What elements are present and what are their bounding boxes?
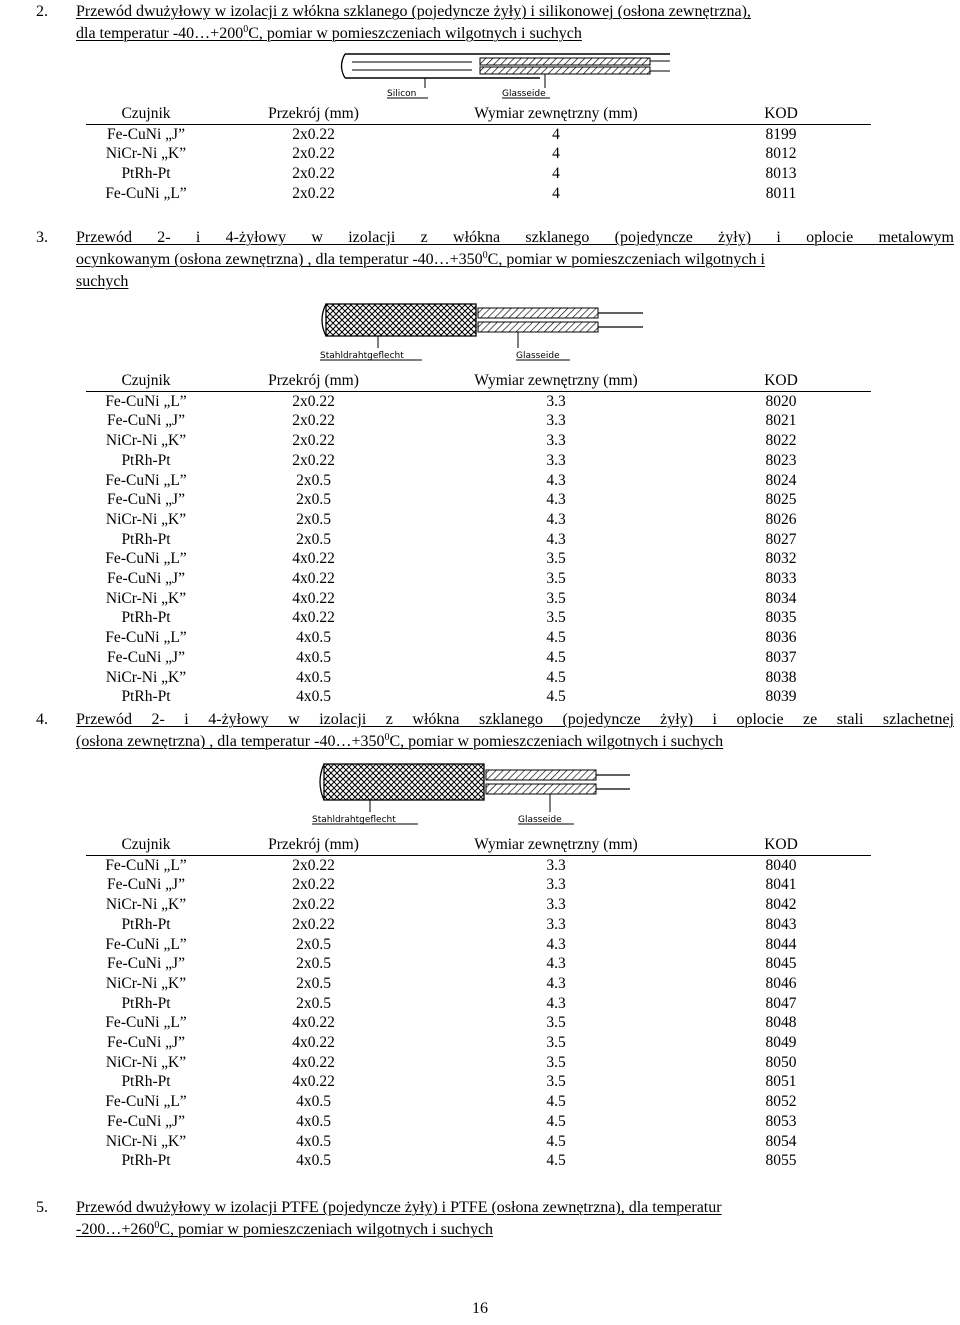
table-cell: 8039	[765, 688, 797, 706]
table-cell: 2x0.5	[296, 471, 331, 489]
table-row	[86, 1151, 871, 1171]
table-cell: 3.3	[546, 451, 566, 469]
table-cell: Fe-CuNi „L”	[105, 629, 187, 647]
table-cell: 4x0.22	[292, 550, 335, 568]
cable-diagram-silicon	[340, 48, 670, 100]
table-row	[86, 549, 871, 569]
table-cell: 4.3	[546, 471, 566, 489]
heading-line-3: suchych	[76, 273, 129, 290]
table-row	[86, 1072, 871, 1092]
table-row	[86, 954, 871, 974]
table-cell: Fe-CuNi „L”	[105, 392, 187, 410]
table-cell: 2x0.5	[296, 935, 331, 953]
table-row	[86, 589, 871, 609]
table-cell: 8040	[765, 856, 797, 874]
table-cell: 2x0.22	[292, 896, 335, 914]
table-row	[86, 124, 871, 144]
column-header: Wymiar zewnętrzny (mm)	[421, 371, 691, 391]
table-cell: 2x0.22	[292, 184, 335, 202]
table-cell: 4x0.22	[292, 570, 335, 588]
table-cell: 4.5	[546, 1093, 566, 1111]
table-cell: Fe-CuNi „L”	[105, 1014, 187, 1032]
table-cell: 4x0.22	[292, 1034, 335, 1052]
table-cell: 3.5	[546, 1014, 566, 1032]
table-cell: PtRh-Pt	[121, 165, 171, 183]
column-header: Czujnik	[86, 371, 206, 391]
table-cell: NiCr-Ni „K”	[105, 589, 187, 607]
table-cell: 2x0.22	[292, 432, 335, 450]
column-header: Przekrój (mm)	[206, 104, 421, 124]
table-row	[86, 1013, 871, 1033]
table-row	[86, 668, 871, 688]
table-cell: 2x0.5	[296, 491, 331, 509]
table-header-row	[86, 104, 871, 124]
table-cell: Fe-CuNi „J”	[107, 412, 185, 430]
table-cell: 8020	[765, 392, 797, 410]
table-cell: 4.3	[546, 491, 566, 509]
cable-diagram-galvanized	[318, 296, 648, 362]
table-header-row	[86, 835, 871, 855]
table-cell: 3.5	[546, 609, 566, 627]
table-row	[86, 915, 871, 935]
table-cell: 3.3	[546, 915, 566, 933]
table-cell: 2x0.22	[292, 451, 335, 469]
heading-line-1: Przewód 2- i 4-żyłowy w izolacji z włókna szklanego (pojedyncze żyły) i oplocie metalowym	[76, 229, 954, 246]
section-number: 4.	[36, 711, 48, 728]
table-cell: 4.5	[546, 1132, 566, 1150]
table-row	[86, 935, 871, 955]
table-cell: 8013	[765, 165, 797, 183]
column-header: KOD	[691, 371, 871, 391]
table-cell: 4.5	[546, 629, 566, 647]
table-cell: 4.3	[546, 935, 566, 953]
table-cell: Fe-CuNi „J”	[107, 491, 185, 509]
heading-line-1: Przewód dwużyłowy w izolacji PTFE (pojedyncze żyły) i PTFE (osłona zewnętrzna), dla temperatur	[76, 1199, 722, 1216]
fig-label-glasseide: Glasseide	[502, 89, 546, 99]
fig-label-glasseide: Glasseide	[518, 815, 562, 825]
table-cell: 3.3	[546, 856, 566, 874]
table-cell: Fe-CuNi „J”	[107, 648, 185, 666]
table-cell: PtRh-Pt	[121, 915, 171, 933]
table-cell: PtRh-Pt	[121, 688, 171, 706]
table-cell: NiCr-Ni „K”	[105, 896, 187, 914]
table-cell: PtRh-Pt	[121, 451, 171, 469]
table-cell: 8044	[765, 935, 797, 953]
table-cell: 3.5	[546, 550, 566, 568]
table-row	[86, 1132, 871, 1152]
table-row	[86, 471, 871, 491]
table-cell: 8037	[765, 648, 797, 666]
heading-line-2: (osłona zewnętrzna) , dla temperatur $-40\dots+350^0C$, pomiar w pomieszczeniach wilgotnych i suchych	[76, 732, 724, 750]
table-cell: Fe-CuNi „L”	[105, 184, 187, 202]
table-cell: 3.5	[546, 589, 566, 607]
table-cell: NiCr-Ni „K”	[105, 974, 187, 992]
table-row	[86, 164, 871, 184]
table-cell: 8026	[765, 510, 797, 528]
table-cell: 8034	[765, 589, 797, 607]
table-cell: 3.3	[546, 392, 566, 410]
table-cell: Fe-CuNi „J”	[107, 1112, 185, 1130]
fig-label-stahldrahtgeflecht: Stahldrahtgeflecht	[320, 351, 404, 361]
table-cell: Fe-CuNi „J”	[107, 1034, 185, 1052]
table-cell: 2x0.22	[292, 165, 335, 183]
table-cell: Fe-CuNi „L”	[105, 471, 187, 489]
column-header: KOD	[691, 835, 871, 855]
table-cell: 8049	[765, 1034, 797, 1052]
table-cell: Fe-CuNi „L”	[105, 935, 187, 953]
table-row	[86, 687, 871, 707]
column-header: Czujnik	[86, 835, 206, 855]
table-cell: 8033	[765, 570, 797, 588]
table-cell: 8053	[765, 1112, 797, 1130]
table-cell: 4x0.5	[296, 629, 331, 647]
fig-label-stahldrahtgeflecht: Stahldrahtgeflecht	[312, 815, 396, 825]
table-cell: 8050	[765, 1053, 797, 1071]
table-cell: 4x0.5	[296, 688, 331, 706]
table-cell: 2x0.22	[292, 915, 335, 933]
column-header: Przekrój (mm)	[206, 835, 421, 855]
table-cell: 8043	[765, 915, 797, 933]
table-cell: 4x0.22	[292, 1073, 335, 1091]
section-number: 2.	[36, 3, 48, 20]
table-cell: 2x0.22	[292, 412, 335, 430]
table-row	[86, 510, 871, 530]
table-cell: 4.5	[546, 1112, 566, 1130]
column-header: Czujnik	[86, 104, 206, 124]
table-cell: Fe-CuNi „J”	[107, 955, 185, 973]
table-cell: 4x0.5	[296, 648, 331, 666]
table-cell: 2x0.22	[292, 392, 335, 410]
table-cell: PtRh-Pt	[121, 1152, 171, 1170]
table-cell: 3.3	[546, 412, 566, 430]
table-row	[86, 648, 871, 668]
table-cell: 8052	[765, 1093, 797, 1111]
table-cell: 4x0.22	[292, 1053, 335, 1071]
table-cell: 4x0.5	[296, 1152, 331, 1170]
table-cell: 3.5	[546, 1034, 566, 1052]
table-section-3	[86, 371, 871, 707]
table-cell: 4	[552, 165, 560, 183]
table-cell: 8051	[765, 1073, 797, 1091]
table-cell: 4	[552, 125, 560, 143]
table-cell: 8041	[765, 876, 797, 894]
column-header: KOD	[691, 104, 871, 124]
table-row	[86, 1112, 871, 1132]
table-cell: 2x0.22	[292, 856, 335, 874]
table-cell: 4.5	[546, 648, 566, 666]
table-row	[86, 490, 871, 510]
table-row	[86, 184, 871, 204]
table-cell: 4x0.22	[292, 609, 335, 627]
table-cell: 4	[552, 184, 560, 202]
table-cell: Fe-CuNi „L”	[105, 550, 187, 568]
table-cell: 3.3	[546, 876, 566, 894]
table-cell: 4x0.5	[296, 1132, 331, 1150]
table-row	[86, 411, 871, 431]
table-cell: PtRh-Pt	[121, 530, 171, 548]
section-number: 5.	[36, 1199, 48, 1216]
table-row	[86, 1033, 871, 1053]
heading-line-2: dla temperatur $-40\dots+200^0C$, pomiar w pomieszczeniach wilgotnych i suchych	[76, 24, 582, 42]
table-cell: 4.3	[546, 994, 566, 1012]
fig-label-glasseide: Glasseide	[516, 351, 560, 361]
table-cell: 3.5	[546, 570, 566, 588]
page-number: 16	[472, 1300, 488, 1317]
table-cell: 2x0.5	[296, 510, 331, 528]
table-cell: 3.3	[546, 896, 566, 914]
table-cell: PtRh-Pt	[121, 994, 171, 1012]
table-cell: 4x0.22	[292, 589, 335, 607]
table-row	[86, 431, 871, 451]
table-cell: 3.3	[546, 432, 566, 450]
column-header: Wymiar zewnętrzny (mm)	[421, 104, 691, 124]
table-row	[86, 1092, 871, 1112]
table-cell: NiCr-Ni „K”	[105, 1053, 187, 1071]
table-cell: Fe-CuNi „L”	[105, 1093, 187, 1111]
column-header: Przekrój (mm)	[206, 371, 421, 391]
table-cell: 4.5	[546, 688, 566, 706]
table-cell: 4.3	[546, 530, 566, 548]
table-row	[86, 530, 871, 550]
table-cell: 8011	[765, 184, 797, 202]
table-cell: 2x0.5	[296, 530, 331, 548]
table-cell: 8042	[765, 896, 797, 914]
table-cell: Fe-CuNi „J”	[107, 125, 185, 143]
table-header-row	[86, 371, 871, 391]
heading-line-1: Przewód dwużyłowy w izolacji z włókna szklanego (pojedyncze żyły) i silikonowej (osłona zewnętrzna),	[76, 3, 751, 20]
table-row	[86, 855, 871, 875]
table-cell: NiCr-Ni „K”	[105, 145, 187, 163]
table-row	[86, 895, 871, 915]
heading-line-2: $-200\dots+260^0C$, pomiar w pomieszczeniach wilgotnych i suchych	[76, 1220, 494, 1238]
table-row	[86, 608, 871, 628]
table-cell: 4.3	[546, 974, 566, 992]
table-cell: 8024	[765, 471, 797, 489]
table-cell: 8025	[765, 491, 797, 509]
table-cell: 4x0.22	[292, 1014, 335, 1032]
table-cell: NiCr-Ni „K”	[105, 1132, 187, 1150]
table-cell: 8045	[765, 955, 797, 973]
table-cell: 2x0.22	[292, 876, 335, 894]
table-section-2	[86, 104, 871, 204]
table-cell: 2x0.5	[296, 955, 331, 973]
table-cell: NiCr-Ni „K”	[105, 668, 187, 686]
table-cell: 8035	[765, 609, 797, 627]
table-cell: 8027	[765, 530, 797, 548]
heading-line-1: Przewód 2- i 4-żyłowy w izolacji z włókna szklanego (pojedyncze żyły) i oplocie ze stali szlachetnej	[76, 711, 954, 728]
heading-line-2: ocynkowanym (osłona zewnętrzna) , dla temperatur $-40\dots+350^0C$, pomiar w pomieszczeniach wilgotnych i	[76, 250, 765, 268]
table-cell: 8046	[765, 974, 797, 992]
table-row	[86, 628, 871, 648]
table-cell: 4.5	[546, 1152, 566, 1170]
table-cell: 8047	[765, 994, 797, 1012]
table-row	[86, 974, 871, 994]
table-cell: 4	[552, 145, 560, 163]
column-header: Wymiar zewnętrzny (mm)	[421, 835, 691, 855]
table-cell: 8022	[765, 432, 797, 450]
table-cell: NiCr-Ni „K”	[105, 432, 187, 450]
table-cell: 8199	[765, 125, 797, 143]
table-cell: 2x0.22	[292, 145, 335, 163]
table-cell: 8054	[765, 1132, 797, 1150]
table-cell: 8021	[765, 412, 797, 430]
table-cell: 8023	[765, 451, 797, 469]
table-cell: 4.3	[546, 955, 566, 973]
table-cell: 2x0.5	[296, 974, 331, 992]
table-row	[86, 875, 871, 895]
section-number: 3.	[36, 229, 48, 246]
table-cell: 4.5	[546, 668, 566, 686]
cable-diagram-stainless	[310, 758, 640, 826]
table-cell: 4.3	[546, 510, 566, 528]
table-row	[86, 994, 871, 1014]
table-cell: 8038	[765, 668, 797, 686]
table-cell: 8032	[765, 550, 797, 568]
table-row	[86, 144, 871, 164]
table-cell: 8048	[765, 1014, 797, 1032]
table-cell: 4x0.5	[296, 1112, 331, 1130]
table-row	[86, 569, 871, 589]
fig-label-silicon: Silicon	[387, 89, 417, 99]
table-cell: PtRh-Pt	[121, 1073, 171, 1091]
table-cell: 2x0.22	[292, 125, 335, 143]
table-row	[86, 391, 871, 411]
table-cell: 8055	[765, 1152, 797, 1170]
table-cell: Fe-CuNi „J”	[107, 876, 185, 894]
table-cell: PtRh-Pt	[121, 609, 171, 627]
table-cell: Fe-CuNi „J”	[107, 570, 185, 588]
table-section-4	[86, 835, 871, 1171]
table-row	[86, 1053, 871, 1073]
table-row	[86, 451, 871, 471]
table-cell: 8012	[765, 145, 797, 163]
table-cell: 2x0.5	[296, 994, 331, 1012]
table-cell: 3.5	[546, 1073, 566, 1091]
table-cell: 4x0.5	[296, 668, 331, 686]
table-cell: 3.5	[546, 1053, 566, 1071]
table-cell: Fe-CuNi „L”	[105, 856, 187, 874]
table-cell: 8036	[765, 629, 797, 647]
table-cell: NiCr-Ni „K”	[105, 510, 187, 528]
table-cell: 4x0.5	[296, 1093, 331, 1111]
